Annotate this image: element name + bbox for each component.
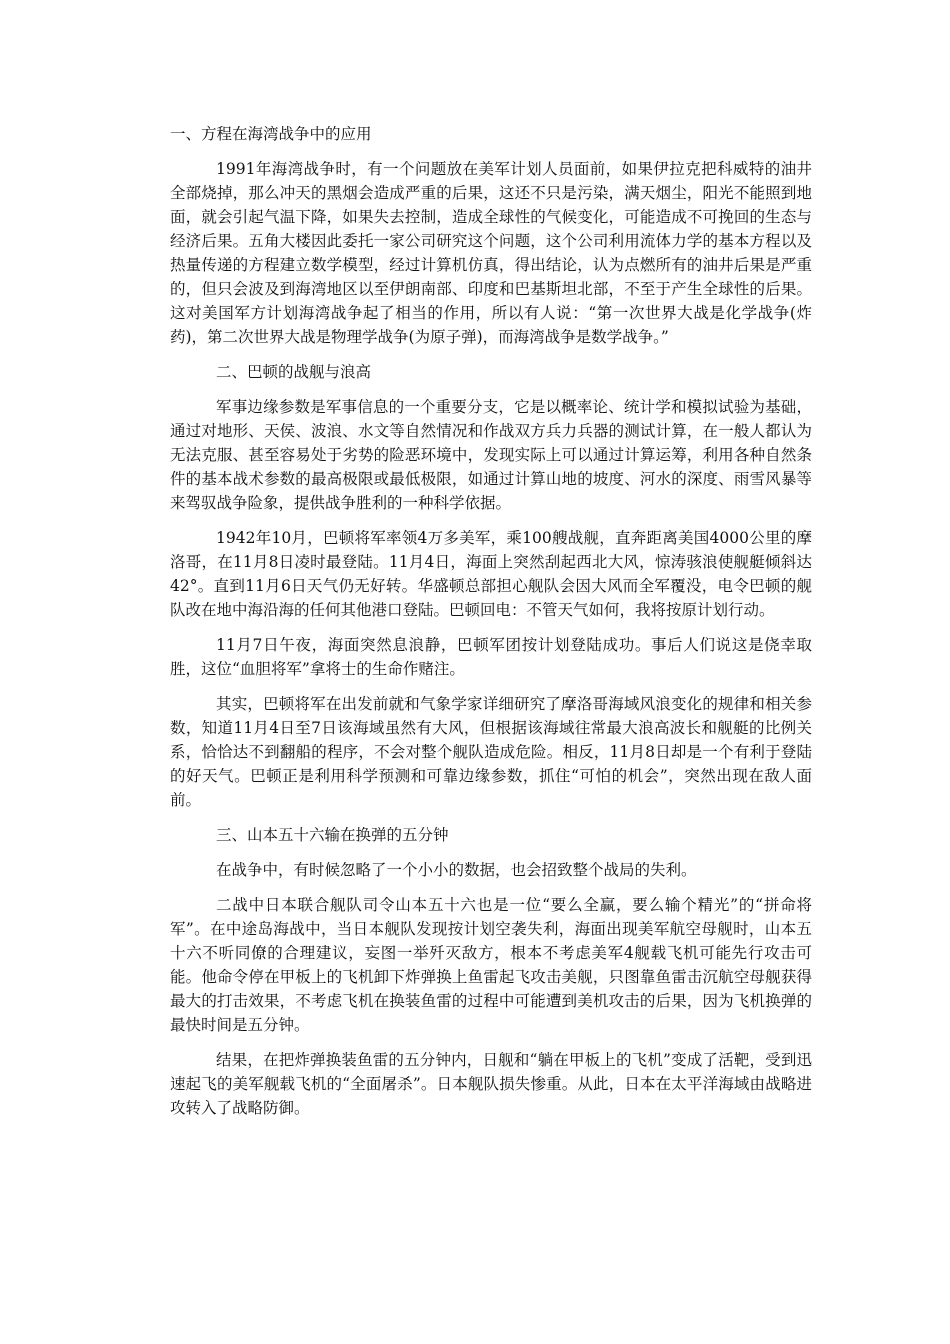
paragraph: 1991年海湾战争时，有一个问题放在美军计划人员面前，如果伊拉克把科威特的油井全部烧掉，那么冲天的黑烟会造成严重的后果，这还不只是污染，满天烟尘，阳光不能照到地面，就会引起气温下降，如果失去控制，造成全球性的气候变化，可能造成不可挽回的生态与经济后果。五角大楼因此委托一家公司研究这个问题，这个公司利用流体力学的基本方程以及热量传递的方程建立数学模型，经过计算机仿真，得出结论，认为点燃所有的油井后果是严重的，但只会波及到海湾地区以至伊朗南部、印度和巴基斯坦北部，不至于产生全球性的后果。这对美国军方计划海湾战争起了相当的作用，所以有人说：“第一次世界大战是化学战争(炸药)，第二次世界大战是物理学战争(为原子弹)，而海湾战争是数学战争。” [170, 160, 812, 346]
paragraph: 1942年10月，巴顿将军率领4万多美军，乘100艘战舰，直奔距离美国4000公里的摩洛哥，在11月8日凌时最登陆。11月4日，海面上突然刮起西北大风，惊涛骇浪使舰艇倾斜达42°。直到11月6日天气仍无好转。华盛顿总部担心舰队会因大风而全军覆没，电令巴顿的舰队改在地中海沿海的任何其他港口登陆。巴顿回电：不管天气如何，我将按原计划行动。 [170, 529, 812, 619]
paragraph: 结果，在把炸弹换装鱼雷的五分钟内，日舰和“躺在甲板上的飞机”变成了活靶，受到迅速起飞的美军舰载飞机的“全面屠杀”。日本舰队损失惨重。从此，日本在太平洋海域由战略进攻转入了战略防御。 [170, 1051, 812, 1117]
paragraph: 在战争中，有时候忽略了一个小小的数据，也会招致整个战局的失利。 [216, 861, 697, 879]
paragraph: 11月7日午夜，海面突然息浪静，巴顿军团按计划登陆成功。事后人们说这是侥幸取胜，这位“血胆将军”拿将士的生命作赌注。 [170, 636, 812, 678]
document-body [170, 122, 812, 1131]
paragraph: 其实，巴顿将军在出发前就和气象学家详细研究了摩洛哥海域风浪变化的规律和相关参数，知道11月4日至7日该海域虽然有大风，但根据该海域往常最大浪高波长和舰艇的比例关系，恰恰达不到翻船的程序，不会对整个舰队造成危险。相反，11月8日却是一个有利于登陆的好天气。巴顿正是利用科学预测和可靠边缘参数，抓住“可怕的机会”，突然出现在敌人面前。 [170, 695, 812, 809]
section-heading-yamamoto: 三、山本五十六输在换弹的五分钟 [216, 826, 449, 844]
section-heading-patton: 二、巴顿的战舰与浪高 [216, 363, 372, 381]
section-heading-gulf-war: 一、方程在海湾战争中的应用 [170, 125, 372, 143]
paragraph: 二战中日本联合舰队司令山本五十六也是一位“要么全赢，要么输个精光”的“拼命将军”。在中途岛海战中，当日本舰队发现按计划空袭失利，海面出现美军航空母舰时，山本五十六不听同僚的合理建议，妄图一举歼灭敌方，根本不考虑美军4舰载飞机可能先行攻击可能。他命令停在甲板上的飞机卸下炸弹换上鱼雷起飞攻击美舰，只图靠鱼雷击沉航空母舰获得最大的打击效果，不考虑飞机在换装鱼雷的过程中可能遭到美机攻击的后果，因为飞机换弹的最快时间是五分钟。 [170, 896, 812, 1034]
paragraph: 军事边缘参数是军事信息的一个重要分支，它是以概率论、统计学和模拟试验为基础，通过对地形、天侯、波浪、水文等自然情况和作战双方兵力兵器的测试计算，在一般人都认为无法克服、甚至容易处于劣势的险恶环境中，发现实际上可以通过计算运筹，利用各种自然条件的基本战术参数的最高极限或最低极限，如通过计算山地的坡度、河水的深度、雨雪风暴等来驾驭战争险象，提供战争胜利的一种科学依据。 [170, 398, 812, 512]
